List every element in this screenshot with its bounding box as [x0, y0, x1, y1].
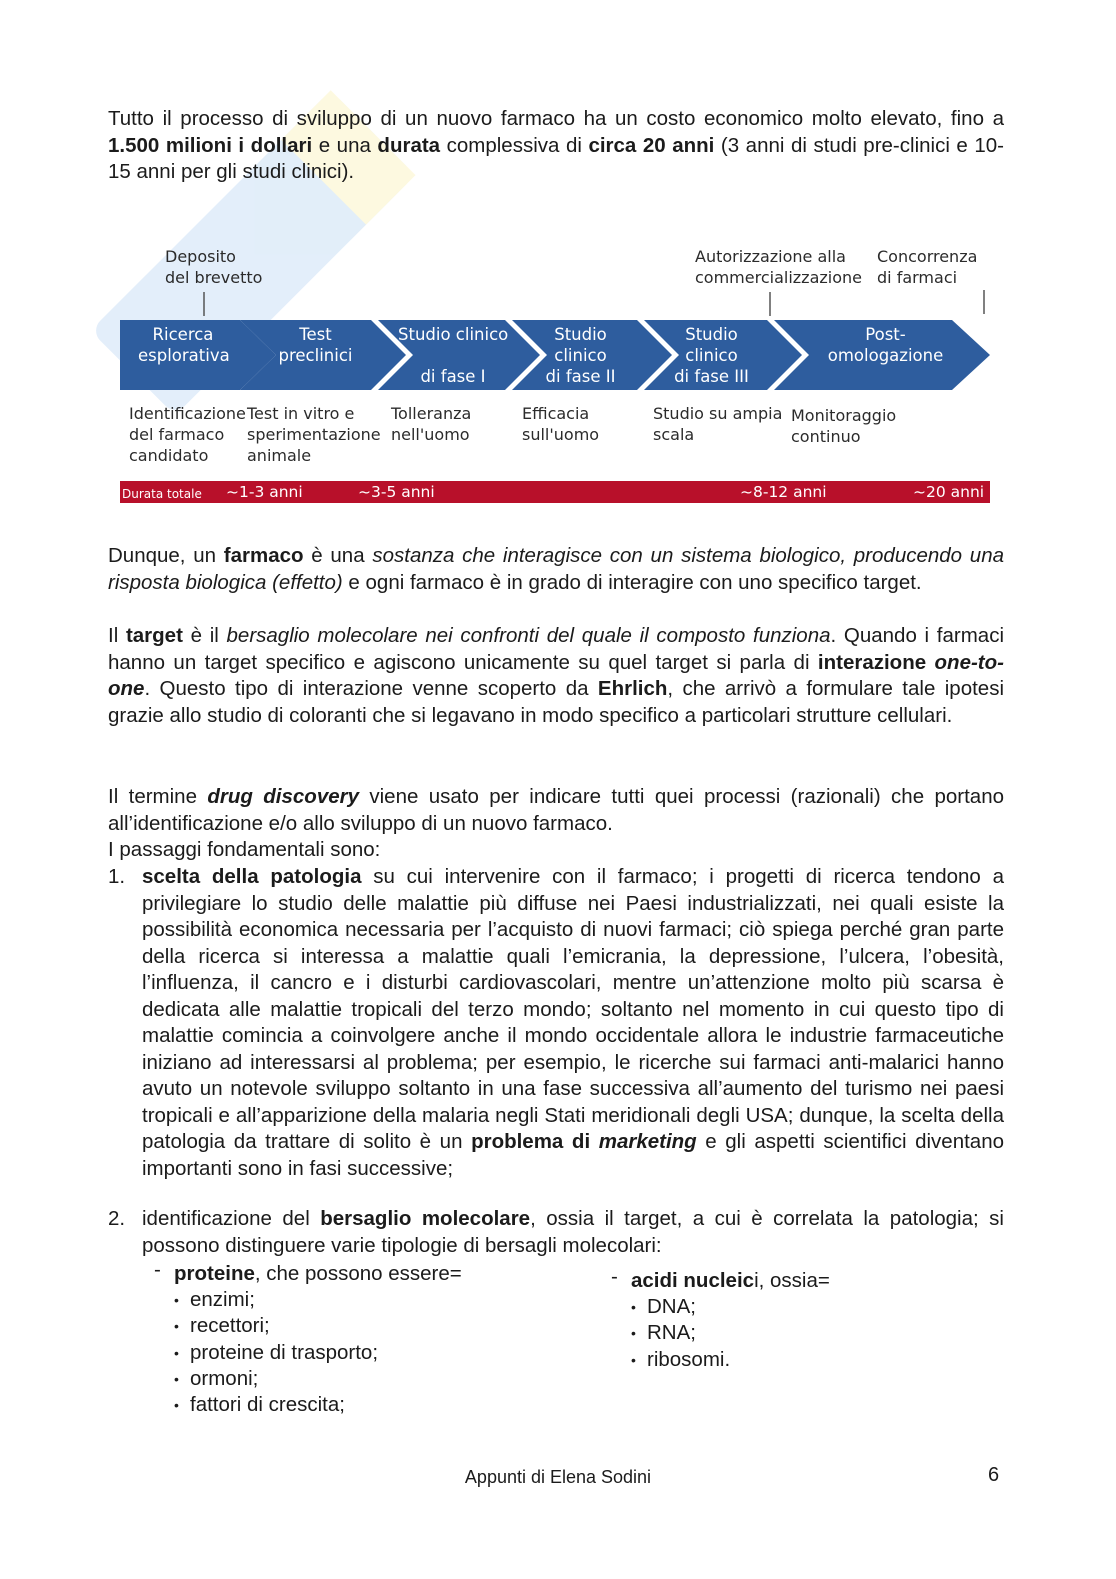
list-item: • DNA; — [631, 1294, 830, 1320]
deposito-label: Deposito del brevetto — [165, 247, 263, 287]
list-item: • ormoni; — [174, 1366, 462, 1392]
drug-development-diagram — [118, 240, 998, 510]
duration-label: Durata totale — [122, 487, 202, 501]
list-item: • ribosomi. — [631, 1347, 830, 1373]
list-item-2: 2. identificazione del bersaglio molecolare, ossia il target, a cui è correlata la patologia; si possono distinguere varie tipologie di bersagli molecolari: — [108, 1207, 1004, 1257]
autorizzazione-label: Autorizzazione alla commercializzazione — [695, 247, 862, 287]
list-item: • enzimi; — [174, 1287, 462, 1313]
duration-1: ~1-3 anni — [226, 483, 303, 501]
acidi-heading: acidi nucleici, ossia= — [631, 1269, 830, 1292]
stage-fase2: Studio clinico di fase II — [545, 325, 616, 386]
stage-post: Post- omologazione — [827, 325, 944, 365]
target-definition: Il target è il bersaglio molecolare nei confronti del quale il composto funziona. Quando i farmaci hanno un target specifico e agiscono unicamente su quel target si parla di interazione one-to-one. Questo tipo di interazione venne scoperto da Ehrlich, che arrivò a formulare tale ipotesi grazie allo studio di coloranti che si legavano in modo specifico a particolari strutture cellulari. — [108, 624, 1004, 727]
stage-fase1: Studio clinico di fase I — [398, 325, 509, 386]
desc-post: Monitoraggio continuo — [791, 406, 897, 446]
list-item: • RNA; — [631, 1320, 830, 1346]
farmaco-definition: Dunque, un farmaco è una sostanza che interagisce con un sistema biologico, producendo una risposta biologica (effetto) e ogni farmaco è in grado di interagire con uno specifico target. — [108, 544, 1005, 594]
desc-test: Test in vitro e sperimentazione animale — [247, 404, 381, 465]
desc-ricerca: Identificazione del farmaco candidato — [129, 404, 246, 465]
stage-test: Test preclinici — [278, 325, 353, 365]
stage-fase3: Studio clinico di fase III — [674, 325, 749, 386]
duration-bar — [120, 481, 990, 503]
list-item: • fattori di crescita; — [174, 1392, 462, 1418]
duration-4: ~20 anni — [913, 483, 985, 501]
duration-2: ~3-5 anni — [358, 483, 435, 501]
list-item: • recettori; — [174, 1313, 462, 1339]
list-item: • proteine di trasporto; — [174, 1340, 462, 1366]
proteine-list: - proteine, che possono essere= • enzimi; • recettori; • proteine di trasporto; • ormoni; • fattori di crescita; — [174, 1261, 462, 1418]
desc-fase1: Tolleranza nell'uomo — [391, 404, 472, 444]
acidi-nucleici-list: - acidi nucleici, ossia= • DNA; • RNA; • ribosomi. — [631, 1268, 830, 1373]
proteine-heading: proteine, che possono essere= — [174, 1262, 462, 1285]
intro-paragraph: Tutto il processo di sviluppo di un nuovo farmaco ha un costo economico molto elevato, fino a 1.500 milioni i dollari e una durata complessiva di circa 20 anni (3 anni di studi pre-clinici e 10-15 anni per gli studi clinici). — [108, 107, 1004, 183]
desc-fase3: Studio su ampia scala — [653, 404, 783, 444]
drug-discovery-definition: Il termine drug discovery viene usato per indicare tutti quei processi (razionali) che portano all’identificazione e/o allo sviluppo di un nuovo farmaco. — [108, 785, 1004, 835]
stage-ricerca: Ricerca esplorativa — [138, 325, 230, 365]
duration-3: ~8-12 anni — [740, 483, 827, 501]
footer-author: Appunti di Elena Sodini — [464, 1467, 652, 1487]
desc-fase2: Efficacia sull'uomo — [522, 404, 600, 444]
list-item-1: 1. scelta della patologia su cui intervenire con il farmaco; i progetti di ricerca tendono a privilegiare lo studio delle malattie più diffuse nei Paesi industrializzati, nei quali esiste la possibilità economica necessaria per l’acquisto di nuovi farmaci; ciò spiega perché gran parte della ricerca si interessa a malattie quali l’emicrania, la depressione, l’ulcera, l’obesità, l’influenza, il cancro e i disturbi cardiovascolari, mentre un’attenzione molto più scarsa è dedicata alle malattie tropicali del terzo mondo; soltanto nel momento in cui questo tipo di malattie comincia a coinvolgere anche il mondo occidentale allora le industrie farmaceutiche iniziano ad interessarsi al problema; per esempio, le ricerche sui farmaci anti-malarici hanno avuto un notevole sviluppo soltanto in una fase successiva all’aumento del turismo nei paesi tropicali e all’apparizione della malaria negli Stati meridionali degli USA; dunque, la scelta della patologia da trattare di solito è un problema di marketing e gli aspetti scientifici diventano importanti sono in fasi successive; — [108, 865, 1005, 1180]
page-number: 6 — [988, 1464, 1000, 1486]
passaggi-intro: I passaggi fondamentali sono: — [108, 838, 381, 861]
concorrenza-label: Concorrenza di farmaci — [877, 247, 978, 287]
